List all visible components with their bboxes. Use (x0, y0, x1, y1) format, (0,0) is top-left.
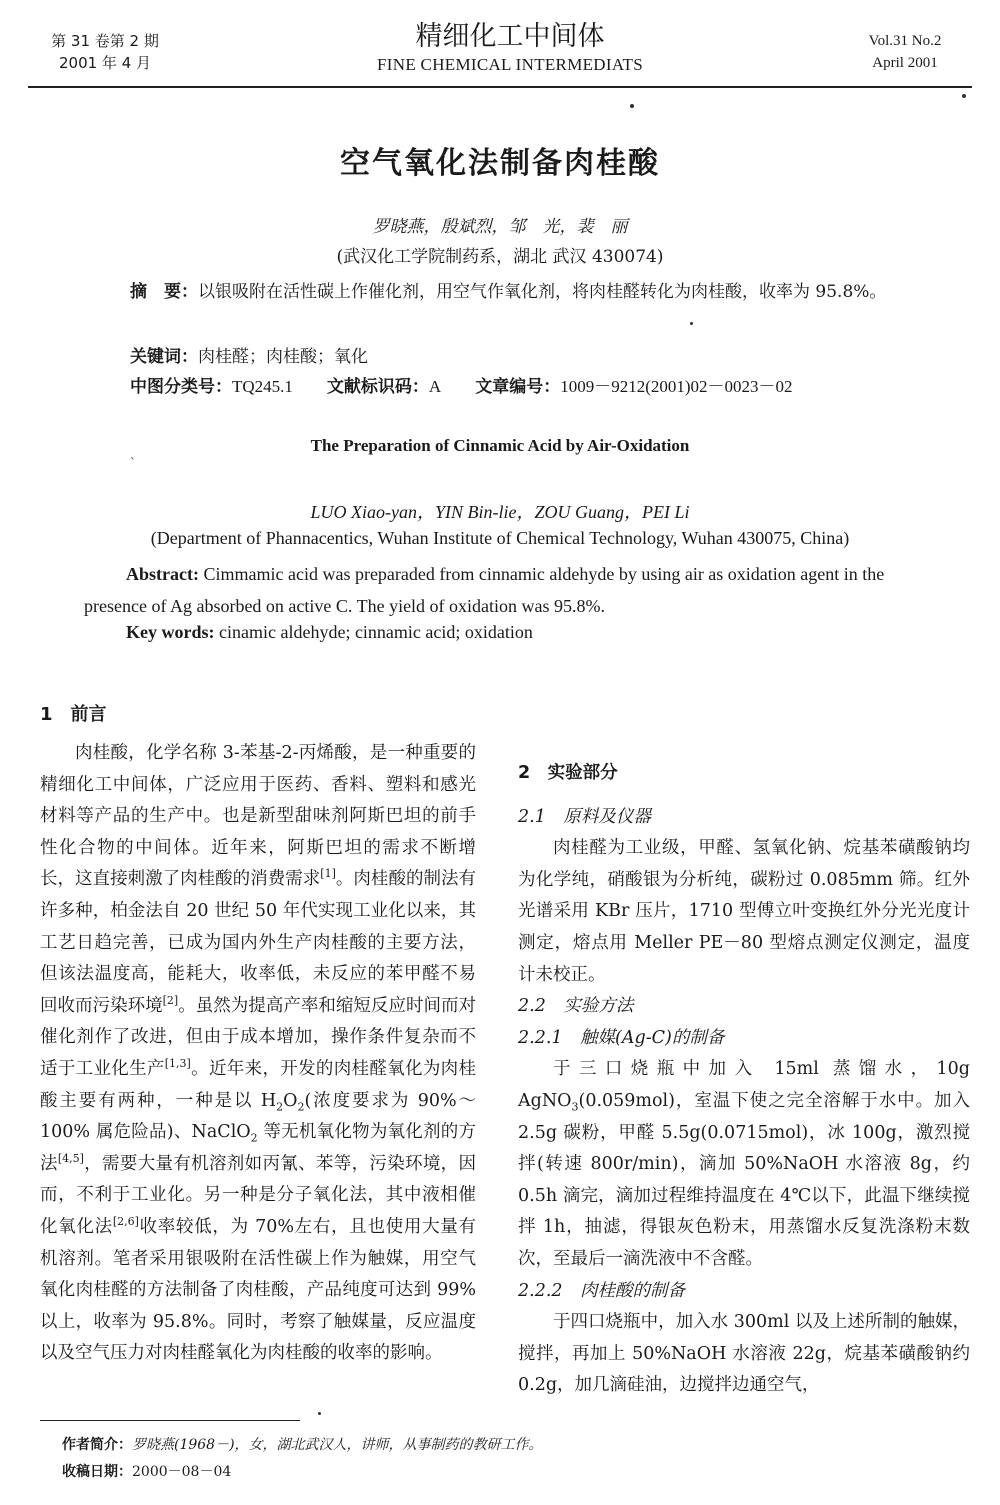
article-number-label: 文章编号： (475, 377, 561, 397)
header-date-cn: 2001 年 4 月 (58, 54, 152, 72)
clc-label: 中图分类号： (130, 377, 232, 397)
keywords-en (126, 622, 533, 643)
synthesis-paragraph: 于四口烧瓶中，加入水 300ml 以及上述所制的触媒，搅拌，再加上 50%NaOH 水溶液 22g，烷基苯磺酸钠约 0.2g，加几滴硅油，边搅拌边通空气， (518, 1312, 970, 1396)
header-volume-en: Vol.31 No.2 (868, 33, 942, 49)
authors-cn: 罗晓燕，殷斌烈，邹 光，裴 丽 (372, 217, 628, 237)
classification-line (130, 372, 793, 397)
citation: [4,5] (57, 1151, 84, 1165)
article-title-cn: 空气氧化法制备肉桂酸 (340, 146, 660, 181)
keywords-cn-text: 肉桂醛；肉桂酸；氧化 (198, 347, 368, 367)
author-bio: 作者简介：罗晓燕(1968－)，女，湖北武汉人，讲师，从事制药的教研工作。 (62, 1437, 543, 1453)
citation: [2] (162, 993, 179, 1007)
speck: ` (130, 456, 136, 470)
journal-title-cn: 精细化工中间体 (415, 21, 605, 52)
section-2-2-1-heading: 2.2.1 触媒(Ag-C)的制备 (518, 1027, 725, 1048)
header-journal (300, 20, 720, 76)
intro-paragraph: 肉桂酸，化学名称 3-苯基-2-丙烯酸，是一种重要的精细化工中间体，广泛应用于医药、香料、塑料和感光材料等产品的生产中。也是新型甜味剂阿斯巴坦的前手性化合物的中间体。近年来，阿斯巴坦的需求不断增长，这直接刺激了肉桂酸的消费需求[1]。肉桂酸的制法有许多种，柏金法自 20 世纪 50 年代实现工业化以来，其工艺日趋完善，已成为国内外生产肉桂酸的主要方法，但该法温度高，能耗大，收率低，未反应的苯甲醛不易回收而污染环境[2]。虽然为提高产率和缩短反应时间而对催化剂作了改进，但由于成本增加，操作条件复杂而不适于工业化生产[1,3]。近年来，开发的肉桂醛氧化为肉桂酸主要有两种，一种是以 $H_2O_2$(浓度要求为 90%～100% 属危险品)、NaClO$_2$ 等无机氧化物为氧化剂的方法[4,5]，需要大量有机溶剂如丙氰、苯等，污染环境，因而，不利于工业化。另一种是分子氧化法，其中液相催化氧化法[2,6]收率较低，为 70%左右，且也使用大量有机溶剂。笔者采用银吸附在活性碳上作为触媒，用空气氧化肉桂醛的方法制备了肉桂酸，产品纯度可达到 99%以上，收率为 95.8%。同时，考察了触媒量，反应温度以及空气压力对肉桂醛氧化为肉桂酸的收率的影响。 (40, 743, 477, 1364)
keywords-cn-label: 关键词： (130, 347, 198, 367)
section-2-2-2-heading: 2.2.2 肉桂酸的制备 (518, 1280, 686, 1301)
keywords-en-label: Key words: (126, 622, 215, 642)
speck (630, 104, 634, 108)
header-volume-info-en (850, 30, 960, 74)
materials-paragraph: 肉桂醛为工业级，甲醛、氢氧化钠、烷基苯磺酸钠均为化学纯，硝酸银为分析纯，碳粉过 0.085mm 筛。红外光谱采用 KBr 压片，1710 型傅立叶变换红外分光光度计测定，熔点用 Meller PE－80 型熔点测定仪测定，温度计未校正。 (518, 838, 970, 985)
citation: [1,3] (164, 1057, 191, 1071)
footnote (62, 1432, 543, 1486)
header-volume-info (40, 30, 170, 74)
header-rule (28, 86, 972, 88)
body-column-right (518, 680, 970, 1402)
article-title-en: The Preparation of Cinnamic Acid by Air-Oxidation (310, 436, 690, 455)
speck (962, 94, 966, 98)
section-2-heading: 2 实验部分 (518, 763, 618, 783)
footnote-rule (40, 1420, 300, 1421)
abstract-en-label: Abstract: (126, 564, 199, 584)
catalyst-paragraph: 于三口烧瓶中加入 15ml 蒸馏水，10g AgNO$_3$(0.059mol)，室温下使之完全溶解于水中。加入 2.5g 碳粉，甲醛 5.5g(0.0715mol)，冰 100g，激烈搅拌(转速 800r/min)，滴加 50%NaOH 水溶液 8g，约 0.5h 滴完，滴加过程维持温度在 4℃以下，此温下继续搅拌 1h，抽滤，得银灰色粉末，用蒸馏水反复洗涤粉末数次，至最后一滴洗液中不含醛。 (518, 1059, 970, 1269)
header-date-en: April 2001 (872, 55, 938, 71)
abstract-en (84, 558, 914, 622)
abstract-cn-text: 以银吸附在活性碳上作催化剂，用空气作氧化剂，将肉桂醛转化为肉桂酸，收率为 95.8%。 (198, 282, 887, 302)
article-number-value: 1009－9212(2001)02－0023－02 (560, 377, 793, 396)
clc-value: TQ245.1 (232, 377, 293, 396)
section-2-1-heading: 2.1 原料及仪器 (518, 806, 651, 827)
section-2-2-heading: 2.2 实验方法 (518, 996, 634, 1017)
affiliation-en: (Department of Phannacentics, Wuhan Institute of Chemical Technology, Wuhan 430075, China) (150, 528, 850, 548)
abstract-cn-label: 摘 要： (130, 282, 198, 302)
doc-code-label: 文献标识码： (326, 377, 429, 397)
authors-en: LUO Xiao-yan，YIN Bin-lie，ZOU Guang，PEI Li (310, 502, 690, 522)
abstract-cn (78, 276, 918, 308)
received-date: 收稿日期：2000－08－04 (62, 1464, 232, 1480)
speck (690, 322, 693, 325)
continuation-spacer (518, 680, 970, 758)
header-volume: 第 31 卷第 2 期 (51, 32, 159, 50)
journal-title-en: FINE CHEMICAL INTERMEDIATS (377, 55, 643, 74)
abstract-en-text: Cimmamic acid was preparaded from cinnamic aldehyde by using air as oxidation agent in the presence of Ag absorbed on active C. The yield of oxidation was 95.8%. (84, 564, 885, 616)
doc-code-value: A (428, 377, 442, 396)
citation: [1] (320, 867, 336, 881)
affiliation-cn: (武汉化工学院制药系，湖北 武汉 430074) (336, 247, 664, 267)
citation: [2,6] (112, 1215, 139, 1229)
keywords-en-text: cinamic aldehyde; cinnamic acid; oxidation (214, 622, 533, 642)
speck (318, 1412, 321, 1415)
section-1-heading: 1 前言 (40, 704, 107, 725)
body-column-left (40, 738, 476, 1370)
keywords-cn (130, 342, 368, 367)
